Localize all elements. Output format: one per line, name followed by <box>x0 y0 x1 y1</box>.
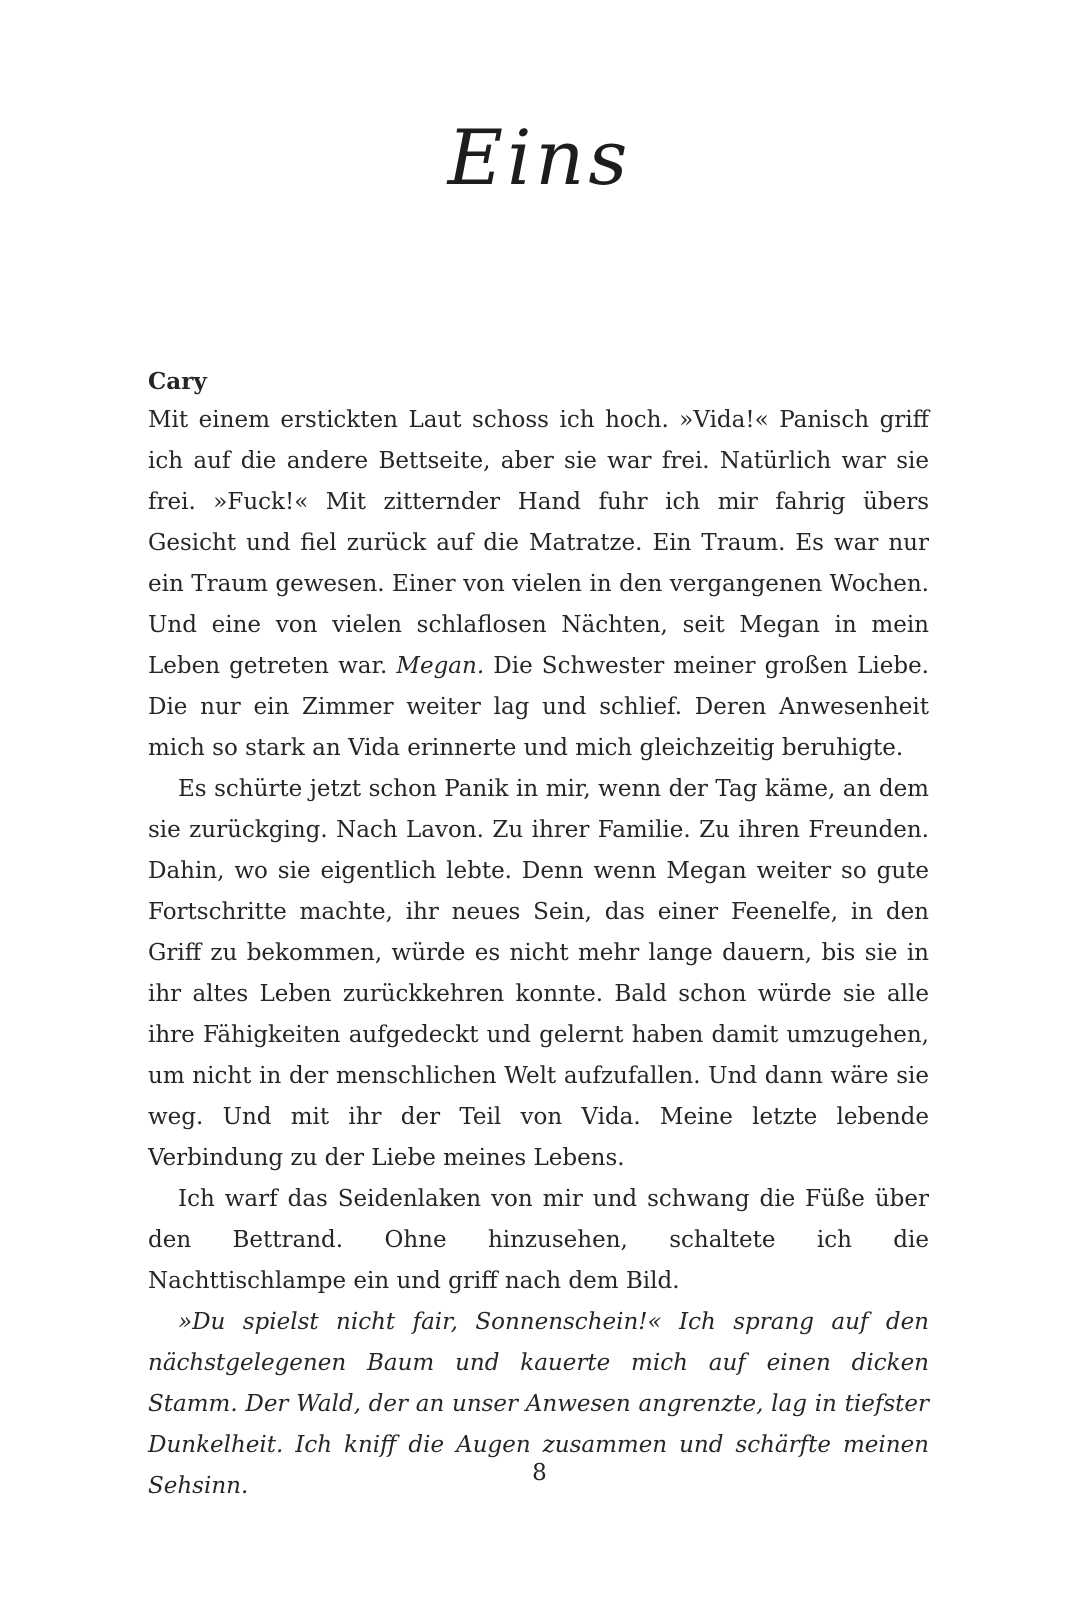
chapter-title: Eins <box>447 113 632 202</box>
paragraph-1-emphasis: Megan. <box>396 653 485 679</box>
pov-character-name: Cary <box>148 368 207 395</box>
paragraph-1 <box>148 400 929 769</box>
page-number: 8 <box>532 1460 547 1486</box>
paragraph-2: Es schürte jetzt schon Panik in mir, wenn der Tag käme, an dem sie zurückging. Nach Lavon. Zu ihrer Familie. Zu ihren Freunden. Dahin, wo sie eigentlich lebte. Denn wenn Megan weiter so gute Fortschritte machte, ihr neues Sein, das einer Feenelfe, in den Griff zu bekommen, würde es nicht mehr lange dauern, bis sie in ihr altes Leben zurückkehren konnte. Bald schon würde sie alle ihre Fähigkeiten aufgedeckt und gelernt haben damit umzugehen, um nicht in der menschlichen Welt aufzufallen. Und dann wäre sie weg. Und mit ihr der Teil von Vida. Meine letzte lebende Verbindung zu der Liebe meines Lebens. <box>148 776 929 1171</box>
paragraph-4-flashback: »Du spielst nicht fair, Sonnenschein!« Ich sprang auf den nächstgelegenen Baum und kauerte mich auf einen dicken Stamm. Der Wald, der an unser Anwesen angrenzte, lag in tiefster Dunkelheit. Ich kniff die Augen zusammen und schärfte meinen Sehsinn. <box>148 1309 929 1499</box>
chapter-text <box>148 366 929 1507</box>
paragraph-1-tail: Die Schwester meiner großen Liebe. Die nur ein Zimmer weiter lag und schlief. Deren Anwesenheit mich so stark an Vida erinnerte und mich gleichzeitig beruhigte. <box>148 653 929 761</box>
paragraph-3: Ich warf das Seidenlaken von mir und schwang die Füße über den Bettrand. Ohne hinzusehen, schaltete ich die Nachttischlampe ein und griff nach dem Bild. <box>148 1186 929 1294</box>
paragraph-1-text: Mit einem erstickten Laut schoss ich hoch. »Vida!« Panisch griff ich auf die andere Bettseite, aber sie war frei. Natürlich war sie frei. »Fuck!« Mit zitternder Hand fuhr ich mir fahrig übers Gesicht und fiel zurück auf die Matratze. Ein Traum. Es war nur ein Traum gewesen. Einer von vielen in den vergangenen Wochen. Und eine von vielen schlaflosen Nächten, seit Megan in mein Leben getreten war. <box>148 407 929 679</box>
